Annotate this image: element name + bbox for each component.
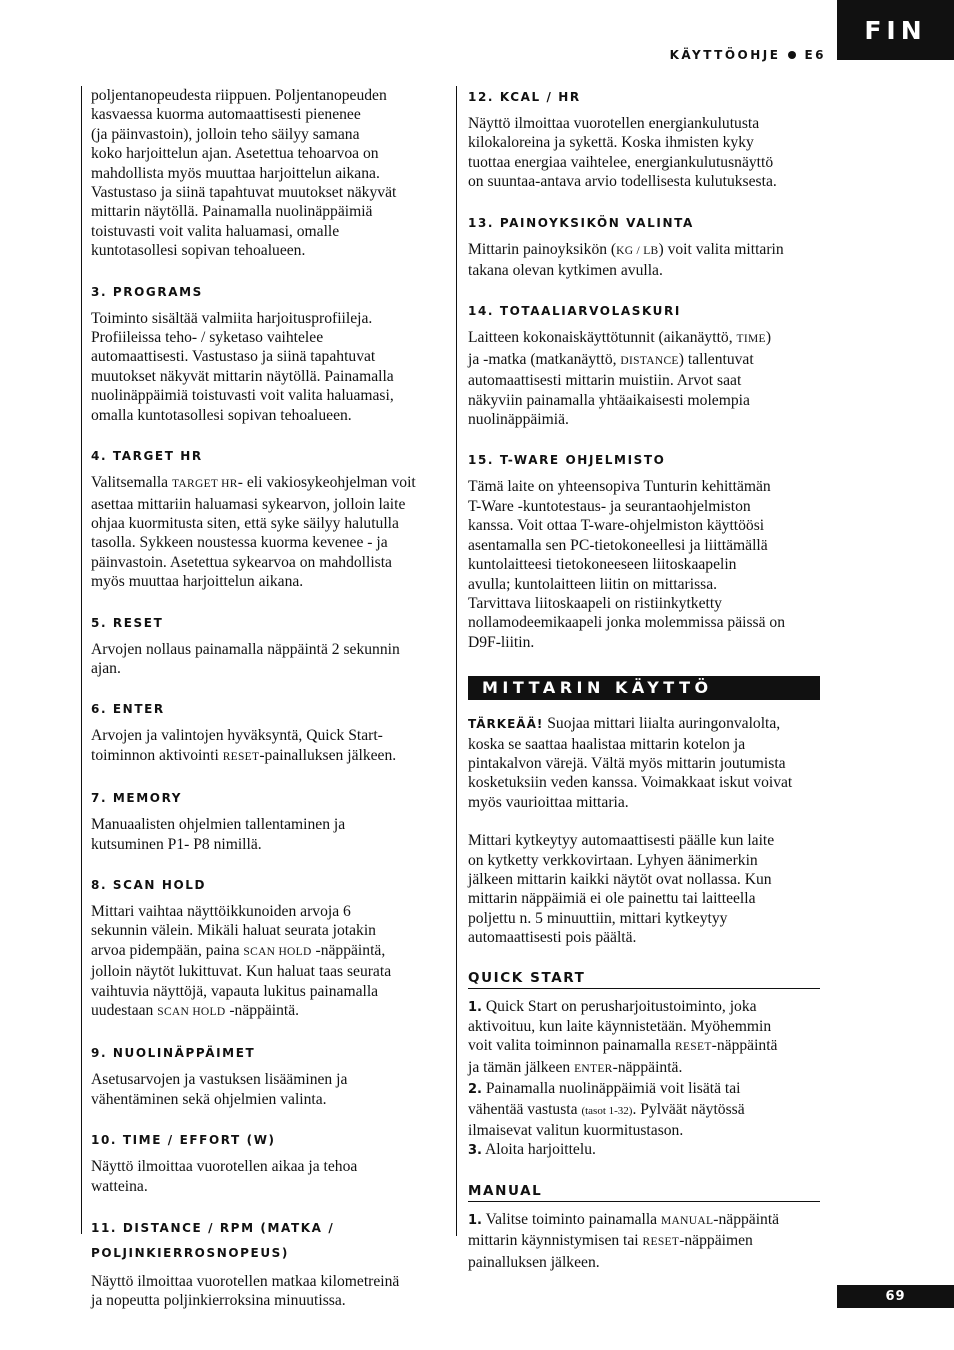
bullet-dot-icon (788, 51, 796, 59)
section-body-programs: Toiminto sisältää valmiita harjoitusprofiileja. Profiileissa teho- / syketaso vaihtelee automaattisesti. Vastustaso ja siinä tapahtuvat muutokset näkyvät mittarin näytöllä. Painamalla nuolinäppäimiä toistuvasti voit valita haluamasi, omalla kuntotasollesi sopivan tehoalueen. (91, 309, 394, 424)
subheading-quick-start: QUICK START (468, 970, 820, 989)
warning-paragraph: TÄRKEÄÄ! Suojaa mittari liialta auringonvalolta, koska se saattaa haalistaa mittarin kotelon ja pintakalvon värejä. Vältä myös mittarin joutumista kosketuksiin veden kanssa. Voimakkaat iskut voivat myös vaurioittaa mittaria. (468, 715, 793, 811)
page-number (837, 1285, 954, 1308)
section-heading-distance-rpm: 11. DISTANCE / RPM (MATKA / POLJINKIERROSNOPEUS) (91, 1221, 335, 1261)
center-column-rule (456, 86, 457, 1236)
auto-power-paragraph: Mittari kytkeytyy automaattisesti päälle kun laite on kytketty verkkovirtaan. Lyhyen äänimerkin jälkeen mittarin kaikki näytöt ovat nollassa. Kun mittarin näppäimiä ei ole painettu tai laitteella poljettu n. 5 minuuttiin, mittari kytkeytyy automaattisesti pois päältä. (468, 832, 775, 947)
left-column (91, 86, 446, 1311)
running-header-page-ref: E6 (804, 48, 826, 62)
left-column-rule (81, 86, 82, 1234)
section-heading-weight-unit: 13. PAINOYKSIKÖN VALINTA (468, 215, 694, 230)
section-body-totals: Laitteen kokonaiskäyttötunnit (aikanäyttö, TIME) ja -matka (matkanäyttö, DISTANCE) tallentuvat automaattisesti mittarin muistiin. Arvot saat näkyviin painamalla yhtäaikaisesti molempia nuolinäppäimiä. (468, 329, 772, 429)
section-heading-arrow-keys: 9. NUOLINÄPPÄIMET (91, 1046, 256, 1061)
section-heading-kcal-hr: 12. KCAL / HR (468, 90, 581, 104)
right-column (468, 86, 820, 1272)
section-heading-memory: 7. MEMORY (91, 791, 183, 806)
running-header (670, 48, 826, 62)
section-body-arrow-keys: Asetusarvojen ja vastuksen lisääminen ja vähentäminen sekä ohjelmien valinta. (91, 1071, 348, 1108)
quick-start-steps: 1. Quick Start on perusharjoitustoiminto, joka aktivoituu, kun laite käynnistetään. Myöhemmin voit valita toiminnon painamalla RESET-näppäintä ja tämän jälkeen ENTER-näppäintä. 2. Painamalla nuolinäppäimiä voit lisätä tai vähentää vastusta (tasot 1-32). Pylväät näytössä ilmaisevat valitun kuormitustason. 3. Aloita harjoittelu. (468, 997, 778, 1159)
section-heading-t-ware: 15. T-WARE OHJELMISTO (468, 453, 666, 468)
running-header-title: KÄYTTÖOHJE (669, 48, 781, 62)
section-body-memory: Manuaalisten ohjelmien tallentaminen ja kutsuminen P1- P8 nimillä. (91, 816, 346, 853)
section-heading-scan-hold: 8. SCAN HOLD (91, 877, 207, 892)
section-heading-target-hr: 4. TARGET HR (91, 449, 203, 464)
section-heading-totals: 14. TOTAALIARVOLASKURI (468, 304, 681, 319)
section-heading-enter: 6. ENTER (91, 702, 165, 717)
section-body-time-effort: Näyttö ilmoittaa vuorotellen aikaa ja tehoa watteina. (91, 1158, 358, 1195)
manual-steps: 1. Valitse toiminto painamalla MANUAL-näppäintä mittarin käynnistymisen tai RESET-näppäimen painalluksen jälkeen. (468, 1210, 780, 1271)
warning-label: TÄRKEÄÄ! (468, 717, 544, 732)
section-body-distance-rpm: Näyttö ilmoittaa vuorotellen matkaa kilometreinä ja nopeutta poljinkierroksina minuutissa. (91, 1273, 400, 1310)
chapter-band-mittarin-kaytto: MITTARIN KÄYTTÖ (468, 676, 820, 700)
section-body-enter: Arvojen ja valintojen hyväksyntä, Quick Start- toiminnon aktivointi RESET-painalluksen jälkeen. (91, 727, 397, 764)
subheading-manual: MANUAL (468, 1183, 820, 1202)
section-body-t-ware: Tämä laite on yhteensopiva Tunturin kehittämän T-Ware -kuntotestaus- ja seurantaohjelmiston kanssa. Voit ottaa T-ware-ohjelmiston käyttöösi asentamalla sen PC-tietokoneellesi ja liittämällä kuntolaitteesi tietokoneeseen liitoskaapelin avulla; kuntolaitteen liitin on mittarissa. Tarvittava liitoskaapeli on ristiinkytketty nollamodeemikaapeli jonka molemmissa päissä on D9F-liitin. (468, 478, 785, 651)
language-tab (837, 0, 954, 60)
section-heading-reset: 5. RESET (91, 615, 164, 630)
language-code: FIN (864, 15, 927, 45)
section-body-weight-unit: Mittarin painoyksikön (KG / LB) voit valita mittarin takana olevan kytkimen avulla. (468, 240, 784, 280)
intro-paragraph: poljentanopeudesta riippuen. Poljentanopeuden kasvaessa kuorma automaattisesti pienenee (ja päinvastoin), jolloin teho säilyy samana koko harjoittelun ajan. Asetettua tehoarvoa on mahdollista myös muuttaa harjoittelun aikana. Vastustaso ja siinä tapahtuvat muutokset näkyvät mittarin näytöllä. Painamalla nuolinäppäimiä toistuvasti voit valita haluamasi, omalle kuntotasollesi sopivan tehoalueen. (91, 87, 397, 260)
section-body-kcal-hr: Näyttö ilmoittaa vuorotellen energiankulutusta kilokaloreina ja sykettä. Koska ihmisten kyky tuottaa energiaa vaihtelee, energiankulutusnäyttö on suuntaa-antava arvio todellisesta kulutuksesta. (468, 115, 777, 191)
section-body-scan-hold: Mittari vaihtaa näyttöikkunoiden arvoja 6 sekunnin välein. Mikäli haluat seurata jotakin arvoa pidempään, paina SCAN HOLD -näppäintä, jolloin näytöt lukittuvat. Kun haluat taas seurata vaihtuvia näyttöjä, vapauta lukitus painamalla uudestaan SCAN HOLD -näppäintä. (91, 902, 392, 1019)
section-heading-time-effort: 10. TIME / EFFORT (W) (91, 1133, 276, 1148)
page-number-text: 69 (885, 1289, 906, 1304)
section-body-target-hr: Valitsemalla TARGET HR- eli vakiosykeohjelman voit asettaa mittariin haluamasi sykearvon, jolloin laite ohjaa kuormitusta siten, että syke säilyy halutulla tasolla. Sykkeen noustessa kuorma kevenee - ja päinvastoin. Asetettua sykearvoa on mahdollista myös muuttaa harjoittelun aikana. (91, 474, 416, 591)
section-heading-programs: 3. PROGRAMS (91, 284, 203, 299)
section-body-reset: Arvojen nollaus painamalla näppäintä 2 sekunnin ajan. (91, 640, 400, 677)
